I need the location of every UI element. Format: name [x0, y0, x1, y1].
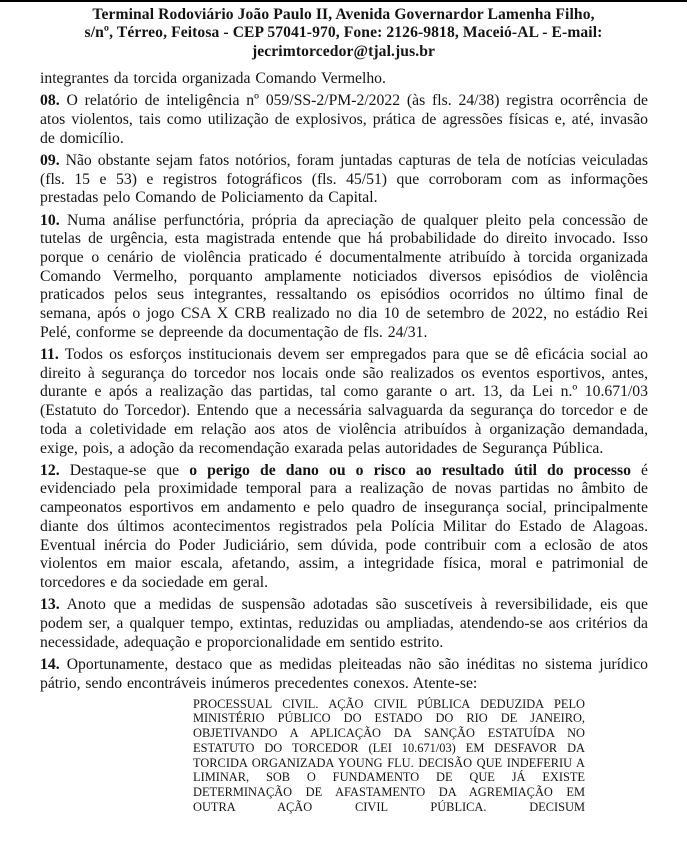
paragraph-text-post: é evidenciado pela proximidade temporal para a realização de novas partidas no âmbito de campeonatos esportivos em andamento e pelo quadro de insegurança social, principalmente diante dos últimos acontecimentos registrados pela Polícia Militar do Estado de Alagoas. Eventual inércia do Poder Judiciário, sem dúvida, pode contribuir com a eclosão de atos violentos em maior escala, afetando, assim, a integridade física, moral e patrimonial de torcedores e da sociedade em geral. — [40, 461, 649, 591]
paragraph-number: 08. — [40, 92, 60, 110]
header-line-2: s/nº, Térreo, Feitosa - CEP 57041-970, Fone: 2126-9818, Maceió-AL - E-mail: — [84, 24, 603, 42]
header-line-3: jecrimtorcedor@tjal.jus.br — [251, 42, 436, 60]
paragraph-number: 11. — [40, 346, 59, 364]
document-body — [40, 70, 648, 814]
paragraph-number: 13. — [40, 596, 60, 614]
court-address-header — [50, 6, 637, 61]
header-divider-rule — [0, 0, 687, 2]
paragraph-number: 14. — [40, 655, 60, 673]
paragraph-text: Anoto que a medidas de suspensão adotadas são suscetíveis à reversibilidade, eis que podem ser, a qualquer tempo, extintas, reduzidas ou ampliadas, atendendo-se aos critérios da necessidade, adequação e proporcionalidade em sentido estrito. — [40, 596, 648, 651]
paragraph-09 — [40, 152, 648, 208]
paragraph-text: Não obstante sejam fatos notórios, foram juntadas capturas de tela de notícias veiculadas (fls. 15 e 53) e registros fotográficos (fls. 45/51) que corroboram com as informações prestadas pelo Comando de Policiamento da Capital. — [40, 152, 648, 207]
paragraph-text: O relatório de inteligência nº 059/SS-2/PM-2/2022 (às fls. 24/38) registra ocorrência de atos violentos, tais como utilização de explosivos, prática de agressões físicas e, até, invasão de domicílio. — [40, 92, 648, 147]
header-line-1: Terminal Rodoviário João Paulo II, Avenida Governardor Lamenha Filho, — [92, 6, 595, 23]
paragraph-text-pre: Destaque-se que — [69, 461, 190, 479]
paragraph-continuation — [40, 70, 648, 89]
paragraph-10 — [40, 212, 648, 343]
paragraph-14 — [40, 656, 648, 693]
paragraph-text: integrantes da torcida organizada Comando Vermelho. — [40, 70, 386, 88]
paragraph-12 — [40, 462, 648, 593]
paragraph-number: 10. — [40, 211, 60, 229]
paragraph-text: Oportunamente, destaco que as medidas pleiteadas não são inéditas no sistema jurídico pátrio, sendo encontráveis inúmeros precedentes conexos. Atente-se: — [40, 655, 648, 692]
paragraph-13 — [40, 596, 648, 652]
paragraph-text-emphasis: o perigo de dano ou o risco ao resultado útil do processo — [189, 461, 631, 479]
paragraph-11 — [40, 346, 648, 458]
paragraph-08 — [40, 92, 648, 148]
paragraph-text: Numa análise perfunctória, própria da apreciação de qualquer pleito pela concessão de tutelas de urgência, esta magistrada entende que há probabilidade do direito invocado. Isso porque o cenário de violência praticado é documentalmente atribuído à torcida organizada Comando Vermelho, porquanto amplamente noticiados diversos episódios de violência praticados pelos seus integrantes, ressaltando os episódios ocorridos no último final de semana, após o jogo CSA X CRB realizado no dia 10 de setembro de 2022, no estádio Rei Pelé, conforme se depreende da documentação de fls. 24/31. — [40, 211, 648, 341]
paragraph-text: Todos os esforços institucionais devem ser empregados para que se dê eficácia social ao direito à segurança do torcedor nos locais onde são realizados os eventos esportivos, antes, durante e após a realização das partidas, tal como garante o art. 13, da Lei n.º 10.671/03 (Estatuto do Torcedor). Entendo que a necessária salvaguarda da segurança do torcedor e de toda a coletividade em relação aos atos de violência atribuídos à organização demandada, exige, pois, a adoção da recomendação exarada pelas autoridades de Segurança Pública. — [40, 346, 648, 457]
paragraph-number: 12. — [40, 461, 60, 479]
case-law-citation-block: PROCESSUAL CIVIL. AÇÃO CIVIL PÚBLICA DEDUZIDA PELO MINISTÉRIO PÚBLICO DO ESTADO DO RIO DE JANEIRO, OBJETIVANDO A APLICAÇÃO DA SANÇÃO ESTATUÍDA NO ESTATUTO DO TORCEDOR (LEI 10.671/03) EM DESFAVOR DA TORCIDA ORGANIZADA YOUNG FLU. DECISÃO QUE INDEFERIU A LIMINAR, SOB O FUNDAMENTO DE QUE JÁ EXISTE DETERMINAÇÃO DE AFASTAMENTO DA AGREMIAÇÃO EM OUTRA AÇÃO CIVIL PÚBLICA. DECISUM — [193, 696, 585, 814]
paragraph-number: 09. — [40, 152, 60, 170]
